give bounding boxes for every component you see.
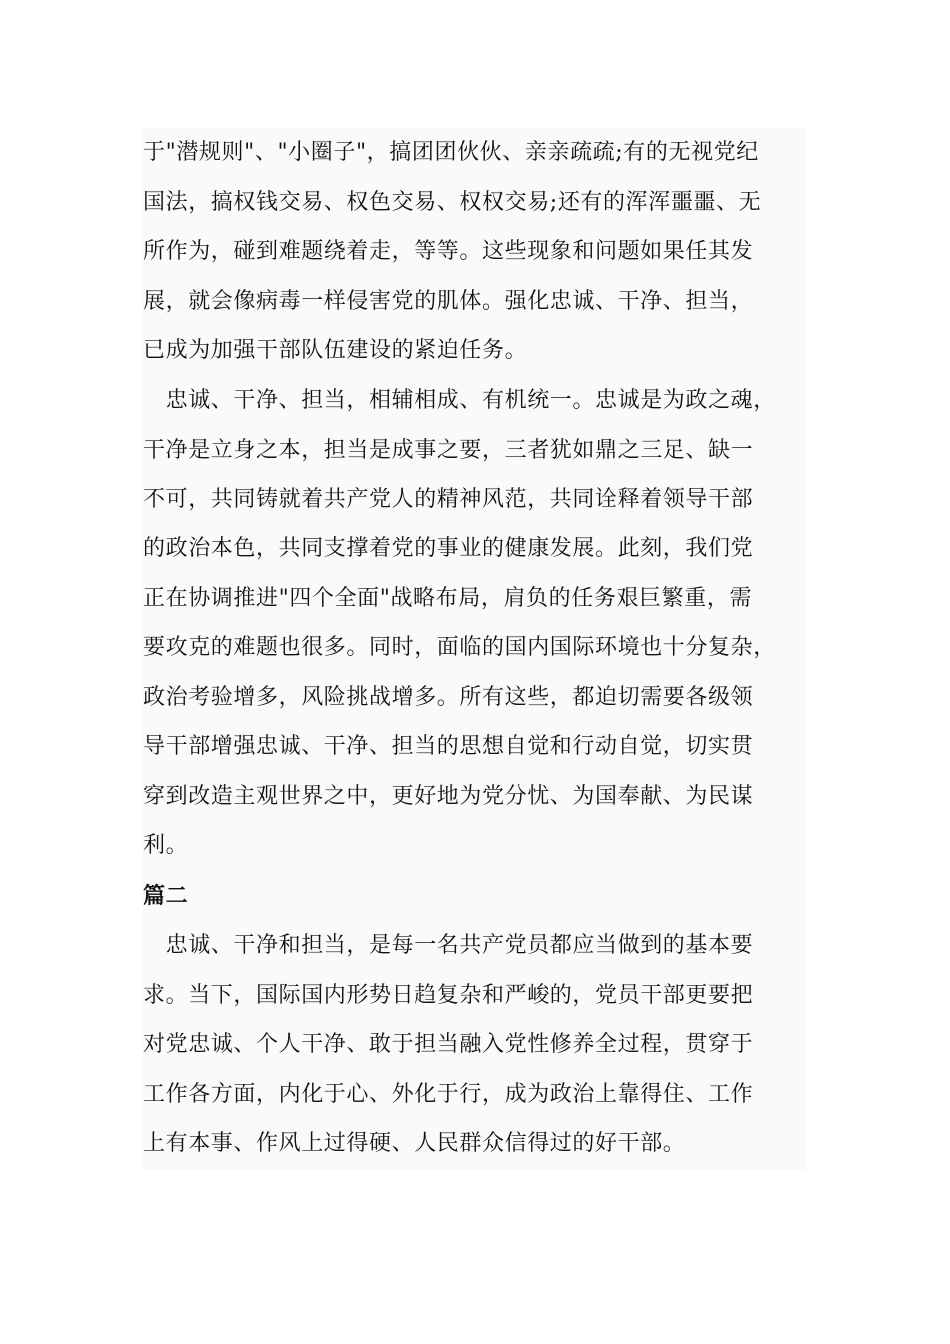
paragraph-line: 展，就会像病毒一样侵害党的肌体。强化忠诚、干净、担当， (143, 289, 754, 314)
paragraph-line: 已成为加强干部队伍建设的紧迫任务。 (143, 338, 528, 363)
paragraph-line: 穿到改造主观世界之中，更好地为党分忧、为国奉献、为民谋 (143, 784, 754, 809)
paragraph-line: 正在协调推进"四个全面"战略布局，肩负的任务艰巨繁重，需 (143, 586, 753, 611)
paragraph-line: 工作各方面，内化于心、外化于行，成为政治上靠得住、工作 (143, 1082, 754, 1107)
paragraph-line: 求。当下，国际国内形势日趋复杂和严峻的，党员干部更要把 (143, 983, 754, 1008)
paragraph-line: 导干部增强忠诚、干净、担当的思想自觉和行动自觉，切实贯 (143, 734, 754, 759)
paragraph-line: 利。 (143, 833, 189, 858)
paragraph-line: 忠诚、干净和担当，是每一名共产党员都应当做到的基本要 (143, 933, 754, 958)
paragraph-line: 于"潜规则"、"小圈子"，搞团团伙伙、亲亲疏疏;有的无视党纪 (143, 140, 759, 165)
paragraph-line: 不可，共同铸就着共产党人的精神风范，共同诠释着领导干部 (143, 487, 754, 512)
section-heading: 篇二 (143, 884, 189, 909)
paragraph-line: 忠诚、干净、担当，相辅相成、有机统一。忠诚是为政之魂， (143, 388, 776, 413)
paragraph-line: 上有本事、作风上过得硬、人民群众信得过的好干部。 (143, 1131, 686, 1156)
paragraph-line: 政治考验增多，风险挑战增多。所有这些，都迫切需要各级领 (143, 685, 754, 710)
paragraph-line: 的政治本色，共同支撑着党的事业的健康发展。此刻，我们党 (143, 536, 754, 561)
paragraph-line: 对党忠诚、个人干净、敢于担当融入党性修养全过程，贯穿于 (143, 1032, 754, 1057)
paragraph-line: 国法，搞权钱交易、权色交易、权权交易;还有的浑浑噩噩、无 (143, 190, 762, 215)
paragraph-line: 要攻克的难题也很多。同时，面临的国内国际环境也十分复杂， (143, 635, 776, 660)
paragraph-line: 所作为，碰到难题绕着走，等等。这些现象和问题如果任其发 (143, 239, 754, 264)
paragraph-line: 干净是立身之本，担当是成事之要，三者犹如鼎之三足、缺一 (143, 438, 754, 463)
